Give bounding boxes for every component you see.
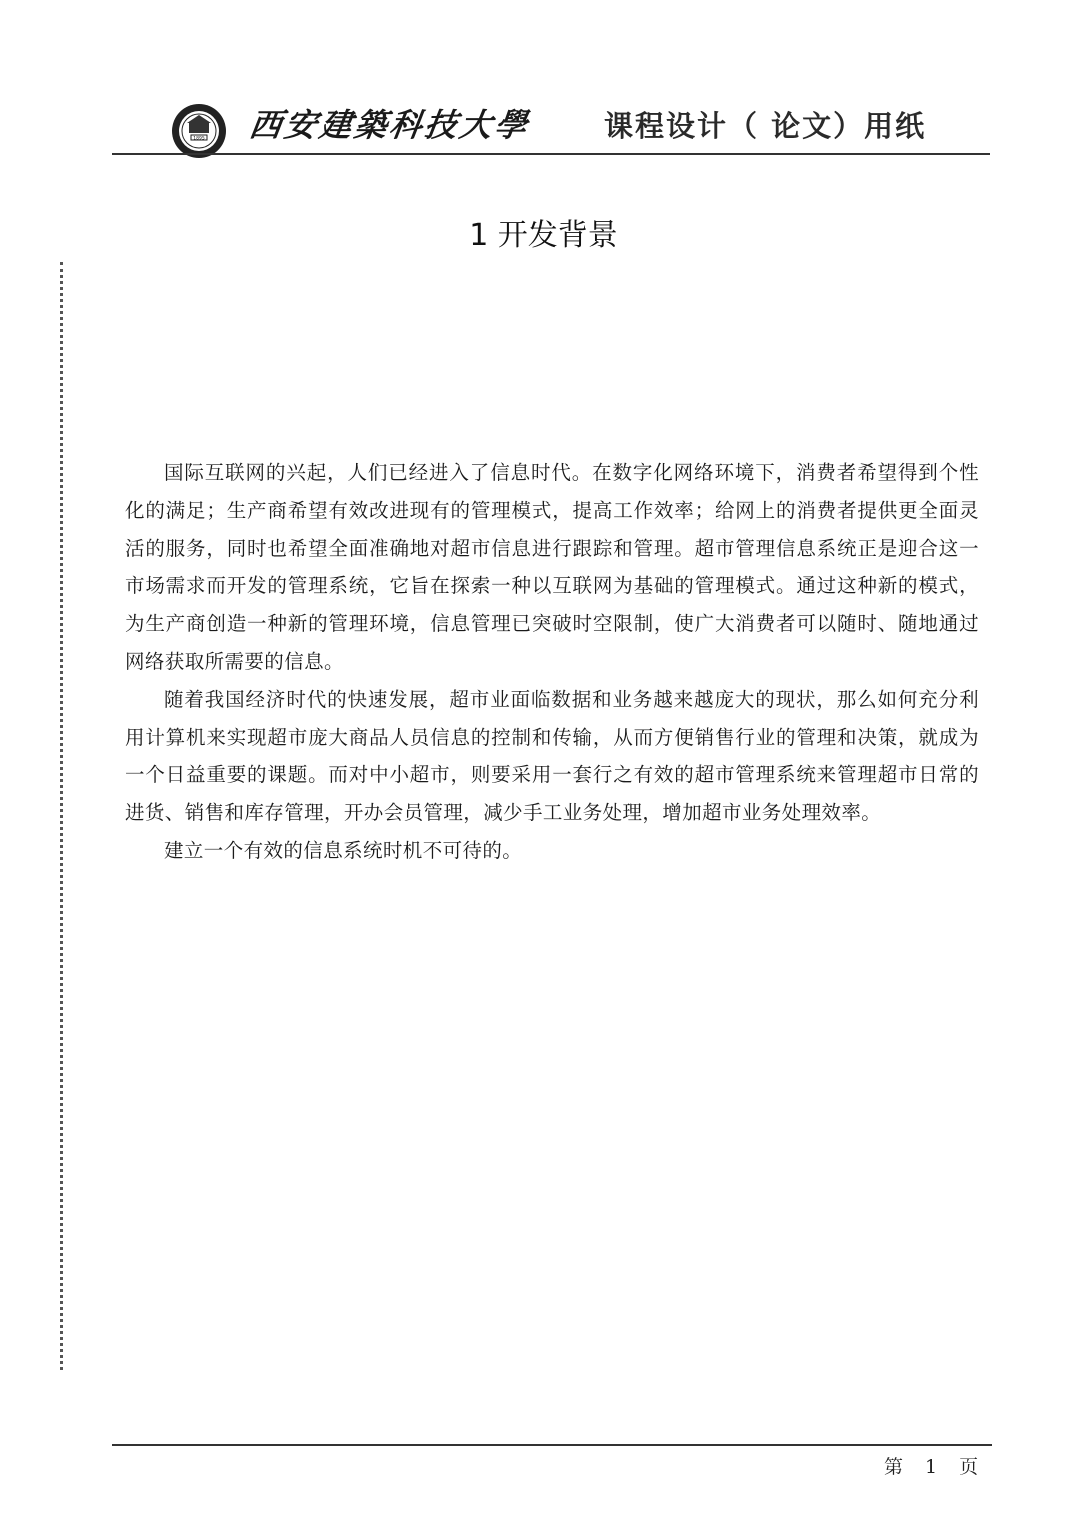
page-suffix: 页: [959, 1456, 979, 1478]
university-seal-icon: [170, 102, 228, 160]
body-text: [125, 454, 979, 870]
page-number-value: 1: [925, 1456, 938, 1478]
paragraph: 随着我国经济时代的快速发展，超市业面临数据和业务越来越庞大的现状，那么如何充分利用计算机来实现超市庞大商品人员信息的控制和传输，从而方便销售行业的管理和决策，就成为一个日益重要的课题。而对中小超市，则要采用一套行之有效的超市管理系统来管理超市日常的进货、销售和库存管理，开办会员管理，减少手工业务处理，增加超市业务处理效率。: [125, 687, 979, 825]
page-header: [112, 96, 990, 154]
binding-line: [60, 262, 63, 1370]
page-number: [884, 1452, 1000, 1479]
university-name: 西安建築科技大學: [247, 106, 533, 144]
paper-title: 课程设计（ 论文）用纸: [604, 109, 927, 143]
paragraph: 建立一个有效的信息系统时机不可待的。: [164, 838, 523, 862]
paragraph: 国际互联网的兴起，人们已经进入了信息时代。在数字化网络环境下，消费者希望得到个性化的满足；生产商希望有效改进现有的管理模式，提高工作效率；给网上的消费者提供更全面灵活的服务，同时也希望全面准确地对超市信息进行跟踪和管理。超市管理信息系统正是迎合这一市场需求而开发的管理系统，它旨在探索一种以互联网为基础的管理模式。通过这种新的模式，为生产商创造一种新的管理环境，信息管理已突破时空限制，使广大消费者可以随时、随地通过网络获取所需要的信息。: [125, 461, 979, 673]
chapter-title: 1 开发背景: [469, 218, 618, 253]
page-prefix: 第: [884, 1456, 904, 1478]
footer-rule: [112, 1444, 992, 1446]
header-rule: [112, 153, 990, 155]
svg-text:1895: 1895: [193, 136, 205, 142]
